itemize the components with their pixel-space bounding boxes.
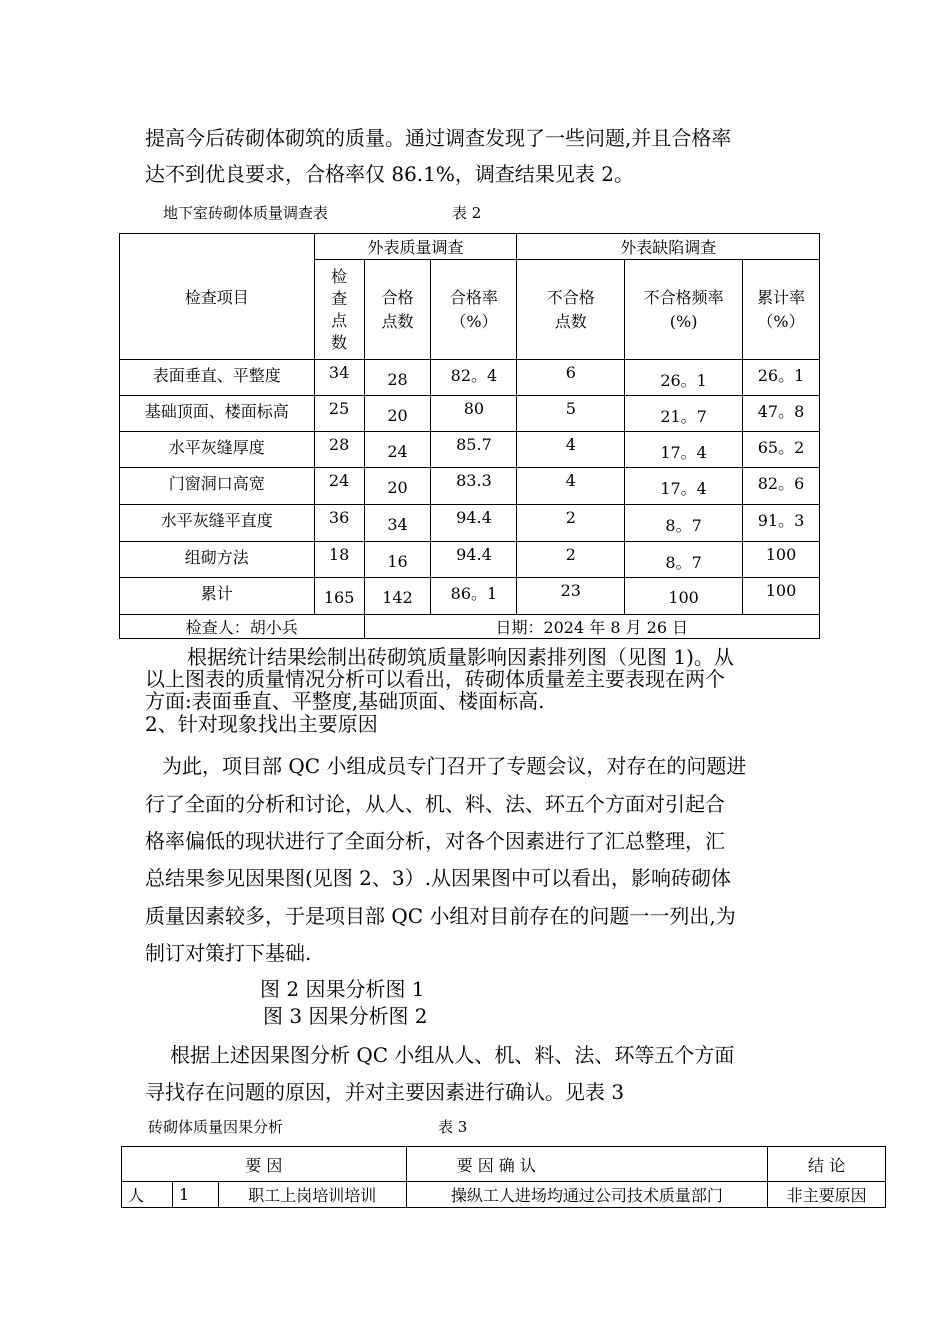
cell: 6 bbox=[517, 360, 625, 396]
table-row bbox=[120, 360, 820, 396]
cell: 8。7 bbox=[625, 542, 743, 578]
cell: 职工上岗培训培训 bbox=[218, 1182, 406, 1208]
quality-survey-table bbox=[119, 233, 820, 639]
cell: 85.7 bbox=[431, 432, 517, 468]
paragraph-line: 提高今后砖砌体砌筑的质量。通过调查发现了一些问题,并且合格率 bbox=[145, 126, 732, 150]
inspector: 检查人：胡小兵 bbox=[120, 615, 365, 639]
cell: 17。4 bbox=[625, 432, 743, 468]
cell: 操纵工人进场均通过公司技术质量部门 bbox=[406, 1182, 768, 1208]
paragraph-line: 寻找存在问题的原因，并对主要因素进行确认。见表 3 bbox=[145, 1080, 625, 1104]
cell: 91。3 bbox=[743, 505, 820, 542]
cell: 25 bbox=[314, 396, 364, 432]
cell: 82。4 bbox=[431, 360, 517, 396]
cell: 26。1 bbox=[743, 360, 820, 396]
paragraph-line: 方面:表面垂直、平整度,基础顶面、楼面标高. bbox=[145, 689, 545, 713]
table-row bbox=[120, 542, 820, 578]
cell: 100 bbox=[625, 578, 743, 615]
cell: 94.4 bbox=[431, 542, 517, 578]
cell: 80 bbox=[431, 396, 517, 432]
cell: 水平灰缝平直度 bbox=[120, 505, 315, 542]
cell: 165 bbox=[314, 578, 364, 615]
cell: 82。6 bbox=[743, 468, 820, 505]
paragraph-line: 总结果参见因果图(见图 2、3）.从因果图中可以看出，影响砖砌体 bbox=[145, 866, 731, 890]
cell: 100 bbox=[743, 542, 820, 578]
section-heading: 2、针对现象找出主要原因 bbox=[145, 712, 378, 736]
cell: 28 bbox=[314, 432, 364, 468]
cell: 47。8 bbox=[743, 396, 820, 432]
cell: 26。1 bbox=[625, 360, 743, 396]
header-pass-rate: 合格率 （%） bbox=[431, 260, 517, 360]
cell: 2 bbox=[517, 505, 625, 542]
table-row bbox=[120, 432, 820, 468]
cause-analysis-table bbox=[121, 1146, 886, 1208]
cell: 86。1 bbox=[431, 578, 517, 615]
cell: 28 bbox=[364, 360, 431, 396]
cell: 4 bbox=[517, 432, 625, 468]
table-caption: 地下室砖砌体质量调查表 bbox=[163, 204, 329, 222]
header-fail-points: 不合格 点数 bbox=[517, 260, 625, 360]
cell: 非主要原因 bbox=[768, 1182, 886, 1208]
figure-caption: 图 2 因果分析图 1 bbox=[260, 977, 425, 1001]
date: 日期：2024 年 8 月 26 日 bbox=[364, 615, 819, 639]
cell: 23 bbox=[517, 578, 625, 615]
cell: 2 bbox=[517, 542, 625, 578]
cell: 门窗洞口高宽 bbox=[120, 468, 315, 505]
cell: 累计 bbox=[120, 578, 315, 615]
header-group-defect: 外表缺陷调查 bbox=[517, 234, 820, 260]
cell: 组砌方法 bbox=[120, 542, 315, 578]
cell: 100 bbox=[743, 578, 820, 615]
paragraph-line: 以上图表的质量情况分析可以看出，砖砌体质量差主要表现在两个 bbox=[145, 667, 725, 691]
paragraph-line: 质量因素较多，于是项目部 QC 小组对目前存在的问题一一列出,为 bbox=[145, 904, 736, 928]
table-row-total bbox=[120, 578, 820, 615]
cell: 21。7 bbox=[625, 396, 743, 432]
paragraph-line: 为此，项目部 QC 小组成员专门召开了专题会议，对存在的问题进 bbox=[162, 754, 747, 778]
paragraph-line: 根据统计结果绘制出砖砌筑质量影响因素排列图（见图 1)。从 bbox=[187, 645, 734, 669]
paragraph-line: 格率偏低的现状进行了全面分析，对各个因素进行了汇总整理，汇 bbox=[145, 829, 725, 853]
table-number: 表 2 bbox=[452, 204, 482, 222]
table-row bbox=[120, 468, 820, 505]
header-group-appearance: 外表质量调查 bbox=[314, 234, 517, 260]
figure-caption: 图 3 因果分析图 2 bbox=[263, 1004, 428, 1028]
cell: 24 bbox=[364, 432, 431, 468]
cell: 人 bbox=[122, 1182, 173, 1208]
table-caption: 砖砌体质量因果分析 bbox=[148, 1118, 284, 1136]
cell: 34 bbox=[314, 360, 364, 396]
header-check-points: 检 查 点 数 bbox=[314, 260, 364, 360]
header-confirmation: 要 因 确 认 bbox=[406, 1147, 768, 1182]
cell: 5 bbox=[517, 396, 625, 432]
header-conclusion: 结 论 bbox=[768, 1147, 886, 1182]
paragraph-line: 行了全面的分析和讨论，从人、机、料、法、环五个方面对引起合 bbox=[145, 792, 725, 816]
cell: 水平灰缝厚度 bbox=[120, 432, 315, 468]
cell: 65。2 bbox=[743, 432, 820, 468]
paragraph-line: 制订对策打下基础. bbox=[145, 941, 312, 965]
paragraph-line: 达不到优良要求，合格率仅 86.1%，调查结果见表 2。 bbox=[145, 162, 634, 186]
cell: 16 bbox=[364, 542, 431, 578]
header-pass-points: 合格 点数 bbox=[364, 260, 431, 360]
cell: 8。7 bbox=[625, 505, 743, 542]
cell: 94.4 bbox=[431, 505, 517, 542]
cell: 表面垂直、平整度 bbox=[120, 360, 315, 396]
table-row bbox=[122, 1182, 886, 1208]
cell: 20 bbox=[364, 396, 431, 432]
cell: 34 bbox=[364, 505, 431, 542]
header-fail-frequency: 不合格频率 (%) bbox=[625, 260, 743, 360]
header-cumulative-rate: 累计率 （%） bbox=[743, 260, 820, 360]
table-row bbox=[120, 505, 820, 542]
header-main-cause: 要 因 bbox=[122, 1147, 407, 1182]
cell: 20 bbox=[364, 468, 431, 505]
paragraph-line: 根据上述因果图分析 QC 小组从人、机、料、法、环等五个方面 bbox=[170, 1043, 735, 1067]
cell: 24 bbox=[314, 468, 364, 505]
table-row bbox=[120, 396, 820, 432]
cell: 142 bbox=[364, 578, 431, 615]
cell: 1 bbox=[172, 1182, 218, 1208]
cell: 4 bbox=[517, 468, 625, 505]
cell: 17。4 bbox=[625, 468, 743, 505]
table-number: 表 3 bbox=[438, 1118, 468, 1136]
header-item: 检查项目 bbox=[120, 234, 315, 360]
cell: 36 bbox=[314, 505, 364, 542]
cell: 基础顶面、楼面标高 bbox=[120, 396, 315, 432]
cell: 83.3 bbox=[431, 468, 517, 505]
cell: 18 bbox=[314, 542, 364, 578]
